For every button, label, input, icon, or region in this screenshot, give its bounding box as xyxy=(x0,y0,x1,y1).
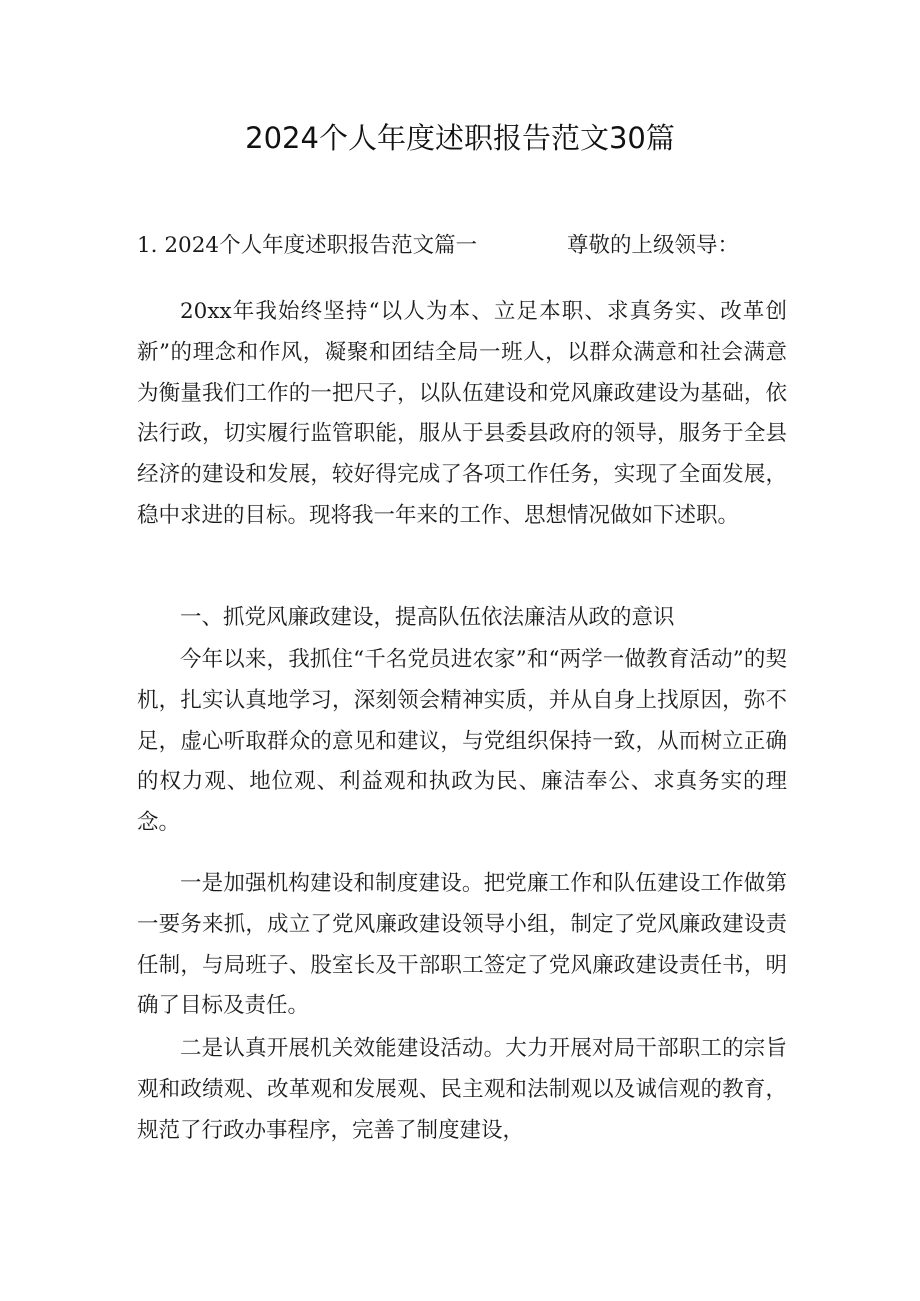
paragraph-institution-building: 一是加强机构建设和制度建设。把党廉工作和队伍建设工作做第一要务来抓，成立了党风廉政建设领导小组，制定了党风廉政建设责任制，与局班子、股室长及干部职工签定了党风廉政建设责任书，明确了目标及责任。 xyxy=(137,871,787,1019)
document-title: 2024个人年度述职报告范文30篇 xyxy=(245,121,675,155)
paragraph-study: 今年以来，我抓住“千名党员进农家”和“两学一做教育活动”的契机，扎实认真地学习，深刻领会精神实质，并从自身上找原因，弥不足，虚心听取群众的意见和建议，与党组织保持一致，从而树立正确的权力观、地位观、利益观和执政为民、廉洁奉公、求真务实的理念。 xyxy=(137,647,787,836)
salutation: 尊敬的上级领导： xyxy=(567,233,740,258)
paragraph-subheading: 一、抓党风廉政建设，提高队伍依法廉洁从政的意识 xyxy=(180,605,675,630)
paragraph-efficiency-building: 二是认真开展机关效能建设活动。大力开展对局干部职工的宗旨观和政绩观、改革观和发展观、民主观和法制观以及诚信观的教育，规范了行政办事程序，完善了制度建设， xyxy=(137,1036,787,1143)
section-heading-row xyxy=(137,228,787,264)
section-heading: 1. 2024个人年度述职报告范文篇一 xyxy=(137,233,478,258)
paragraph-intro: 20xx年我始终坚持“以人为本、立足本职、求真务实、改革创新”的理念和作风，凝聚和团结全局一班人，以群众满意和社会满意为衡量我们工作的一把尺子，以队伍建设和党风廉政建设为基础，依法行政，切实履行监管职能，服从于县委县政府的领导，服务于全县经济的建设和发展，较好得完成了各项工作任务，实现了全面发展，稳中求进的目标。现将我一年来的工作、思想情况做如下述职。 xyxy=(137,299,787,528)
